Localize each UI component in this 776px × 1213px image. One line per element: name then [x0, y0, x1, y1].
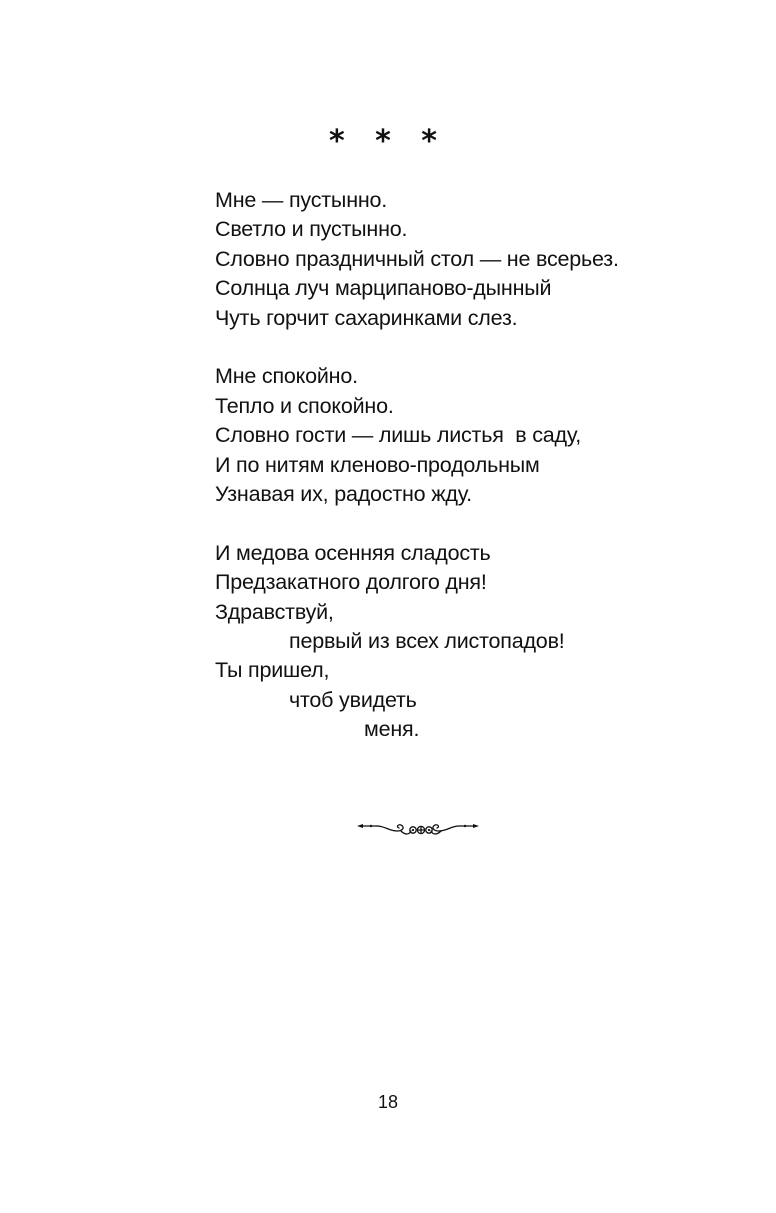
stanza-2 — [215, 362, 735, 509]
poem-line: чтоб увидеть — [289, 687, 417, 712]
poem-line: И по нитям кленово-продольным — [215, 452, 540, 477]
poem-line: Светло и пустынно. — [215, 217, 408, 242]
poem-line: Предзакатного долгого дня! — [215, 570, 487, 595]
page-number: 18 — [377, 1092, 399, 1112]
poem-line: Здравствуй, — [215, 599, 334, 624]
stanza-1 — [215, 186, 735, 333]
poem-line: Ты пришел, — [215, 658, 330, 683]
poem-line: Солнца луч марципаново-дынный — [215, 276, 552, 301]
poem-line: Словно гости — лишь листья в саду, — [215, 423, 582, 448]
poem-line: Чуть горчит сахаринками слез. — [215, 305, 518, 330]
poem-line: И медова осенняя сладость — [215, 540, 491, 565]
section-marker: * * * — [329, 124, 447, 159]
poem-line: первый из всех листопадов! — [289, 629, 565, 654]
poem-line: меня. — [364, 717, 420, 742]
poem-line: Мне — пустынно. — [215, 188, 388, 212]
poem-line: Мне спокойно. — [215, 364, 358, 389]
poem — [215, 186, 735, 774]
poem-line: Узнавая их, радостно жду. — [215, 482, 472, 507]
decorative-divider-icon — [355, 818, 481, 840]
poem-line: Тепло и спокойно. — [215, 393, 394, 418]
stanza-3 — [215, 539, 735, 745]
poem-line: Словно праздничный стол — не всерьез. — [215, 246, 619, 271]
